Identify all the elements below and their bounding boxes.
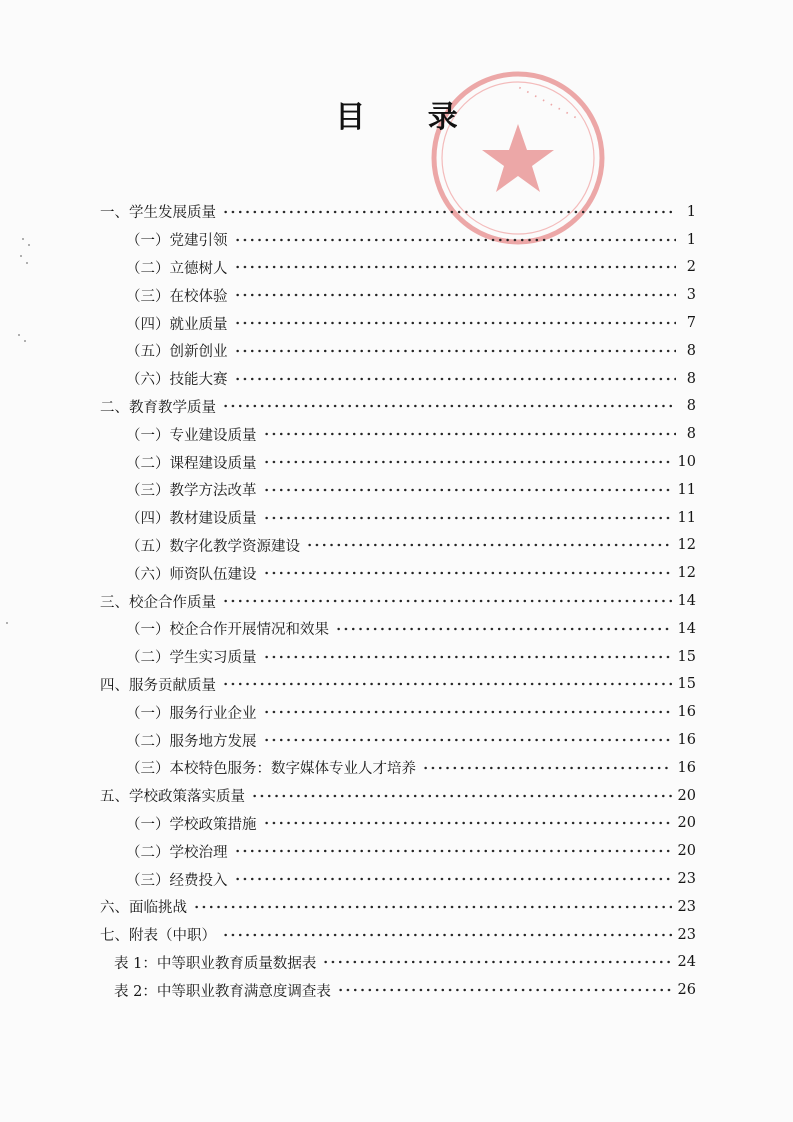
toc-entry-page: 3 — [686, 287, 696, 304]
dot-leader — [234, 321, 677, 325]
toc-entry-page: 1 — [686, 231, 696, 248]
svg-text:· · · · · · · ·: · · · · · · · · — [513, 80, 581, 126]
toc-entry-label: （一）服务行业企业 — [126, 705, 257, 722]
dot-leader — [234, 849, 672, 853]
toc-entry[interactable] — [100, 810, 696, 838]
toc-entry[interactable] — [100, 921, 696, 949]
toc-entry[interactable] — [100, 198, 696, 226]
toc-entry-page: 12 — [677, 537, 696, 554]
toc-entry-page: 2 — [686, 259, 696, 276]
toc-entry-label: 四、服务贡献质量 — [100, 677, 216, 694]
toc-entry-label: （二）学生实习质量 — [126, 650, 257, 667]
dot-leader — [422, 766, 672, 770]
toc-entry[interactable] — [100, 532, 696, 560]
dot-leader — [263, 821, 672, 825]
toc-entry-label: （二）学校治理 — [126, 844, 228, 861]
toc-entry-page: 1 — [686, 203, 696, 220]
toc-entry[interactable] — [100, 671, 696, 699]
toc-entry[interactable] — [100, 893, 696, 921]
toc-entry-label: （二）课程建设质量 — [126, 455, 257, 472]
dot-leader — [234, 265, 677, 269]
dot-leader — [222, 404, 676, 408]
toc-entry-label: （五）创新创业 — [126, 344, 228, 361]
dot-leader — [222, 682, 672, 686]
toc-entry[interactable] — [100, 949, 696, 977]
dot-leader — [234, 377, 677, 381]
toc-entry[interactable] — [100, 476, 696, 504]
dot-leader — [234, 293, 677, 297]
toc-entry-page: 20 — [677, 843, 696, 860]
toc-entry-page: 23 — [677, 871, 696, 888]
toc-entry[interactable] — [100, 309, 696, 337]
dot-leader — [337, 988, 672, 992]
dot-leader — [234, 877, 672, 881]
toc-entry-label: （三）教学方法改革 — [126, 483, 257, 500]
toc-entry-label: 一、学生发展质量 — [100, 205, 216, 222]
toc-entry-page: 15 — [677, 676, 696, 693]
dot-leader — [222, 599, 672, 603]
toc-entry[interactable] — [100, 976, 696, 1004]
toc-entry[interactable] — [100, 365, 696, 393]
toc-entry-page: 16 — [677, 704, 696, 721]
toc-entry[interactable] — [100, 420, 696, 448]
toc-entry[interactable] — [100, 226, 696, 254]
toc-entry-label: 表 1：中等职业教育质量数据表 — [114, 955, 317, 972]
toc-entry-page: 12 — [677, 565, 696, 582]
toc-entry-page: 14 — [677, 620, 696, 637]
toc-entry-label: （三）经费投入 — [126, 872, 228, 889]
toc-entry[interactable] — [100, 254, 696, 282]
toc-entry-label: （二）立德树人 — [126, 260, 228, 277]
toc-entry-label: （三）在校体验 — [126, 288, 228, 305]
toc-entry-page: 8 — [686, 370, 696, 387]
dot-leader — [335, 627, 672, 631]
toc-entry-label: （五）数字化教学资源建设 — [126, 538, 300, 555]
toc-entry[interactable] — [100, 587, 696, 615]
toc-entry[interactable] — [100, 837, 696, 865]
toc-entry-label: （一）学校政策措施 — [126, 816, 257, 833]
toc-entry-label: （一）校企合作开展情况和效果 — [126, 622, 329, 639]
toc-entry-page: 8 — [686, 398, 696, 415]
toc-entry-page: 10 — [677, 454, 696, 471]
toc-entry[interactable] — [100, 337, 696, 365]
dot-leader — [222, 210, 676, 214]
toc-entry-page: 15 — [677, 648, 696, 665]
toc-entry-page: 16 — [677, 759, 696, 776]
toc-entry[interactable] — [100, 559, 696, 587]
dot-leader — [306, 543, 672, 547]
toc-entry-page: 26 — [677, 982, 696, 999]
toc-entry[interactable] — [100, 865, 696, 893]
toc-entry-label: （六）技能大赛 — [126, 372, 228, 389]
dot-leader — [322, 960, 671, 964]
toc-entry-page: 11 — [677, 509, 696, 526]
toc-entry-label: 五、学校政策落实质量 — [100, 789, 245, 806]
toc-entry-page: 16 — [677, 732, 696, 749]
toc-entry[interactable] — [100, 643, 696, 671]
toc-entry-label: 二、教育教学质量 — [100, 399, 216, 416]
dot-leader — [234, 349, 677, 353]
toc-entry[interactable] — [100, 726, 696, 754]
toc-entry-label: 七、附表（中职） — [100, 928, 216, 945]
toc-entry-page: 7 — [686, 315, 696, 332]
toc-entry[interactable] — [100, 615, 696, 643]
toc-entry-page: 23 — [677, 898, 696, 915]
toc-entry-page: 8 — [686, 426, 696, 443]
dot-leader — [263, 516, 672, 520]
dot-leader — [263, 488, 672, 492]
dot-leader — [263, 655, 672, 659]
toc-entry[interactable] — [100, 393, 696, 421]
toc-entry-label: （一）专业建设质量 — [126, 427, 257, 444]
dot-leader — [251, 794, 672, 798]
toc-entry[interactable] — [100, 782, 696, 810]
toc-entry-label: （四）就业质量 — [126, 316, 228, 333]
dot-leader — [263, 710, 672, 714]
scan-specks — [0, 0, 40, 1122]
dot-leader — [263, 738, 672, 742]
toc-entry[interactable] — [100, 504, 696, 532]
dot-leader — [263, 571, 672, 575]
toc-entry[interactable] — [100, 281, 696, 309]
table-of-contents — [100, 198, 696, 1004]
toc-entry-label: 三、校企合作质量 — [100, 594, 216, 611]
page-title: 目 录 — [335, 100, 484, 135]
toc-entry-label: （四）教材建设质量 — [126, 511, 257, 528]
toc-entry-page: 20 — [677, 815, 696, 832]
dot-leader — [193, 905, 672, 909]
toc-entry[interactable] — [100, 448, 696, 476]
toc-entry-page: 24 — [677, 954, 696, 971]
toc-entry-label: （三）本校特色服务：数字媒体专业人才培养 — [126, 761, 416, 778]
toc-entry[interactable] — [100, 754, 696, 782]
toc-entry-page: 11 — [677, 481, 696, 498]
toc-entry-label: （一）党建引领 — [126, 233, 228, 250]
toc-entry-label: （二）服务地方发展 — [126, 733, 257, 750]
dot-leader — [222, 933, 672, 937]
dot-leader — [234, 238, 677, 242]
toc-entry-page: 20 — [677, 787, 696, 804]
dot-leader — [263, 432, 677, 436]
toc-entry-page: 8 — [686, 342, 696, 359]
toc-entry[interactable] — [100, 698, 696, 726]
toc-entry-page: 14 — [677, 593, 696, 610]
toc-entry-label: 六、面临挑战 — [100, 900, 187, 917]
toc-entry-page: 23 — [677, 926, 696, 943]
toc-entry-label: 表 2：中等职业教育满意度调查表 — [114, 983, 331, 1000]
dot-leader — [263, 460, 672, 464]
toc-entry-label: （六）师资队伍建设 — [126, 566, 257, 583]
